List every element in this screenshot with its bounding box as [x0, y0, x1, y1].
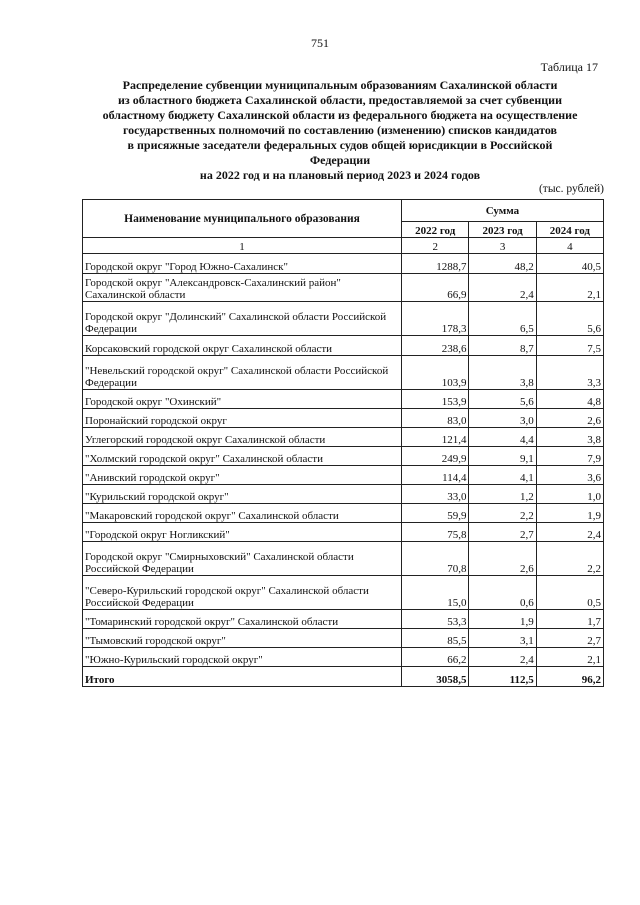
municipality-name: "Тымовский городской округ" [83, 629, 402, 648]
total-row [83, 667, 604, 687]
value-2022: 83,0 [401, 409, 469, 428]
municipality-name: "Южно-Курильский городской округ" [83, 648, 402, 667]
value-2022: 153,9 [401, 390, 469, 409]
document-title [80, 78, 600, 183]
value-2024: 3,6 [536, 466, 603, 485]
value-2023: 48,2 [469, 254, 536, 274]
value-2023: 3,1 [469, 629, 536, 648]
value-2023: 4,1 [469, 466, 536, 485]
table-row [83, 610, 604, 629]
value-2024: 3,3 [536, 356, 603, 390]
value-2022: 53,3 [401, 610, 469, 629]
total-label: Итого [83, 667, 402, 687]
total-2024: 96,2 [536, 667, 603, 687]
value-2023: 0,6 [469, 576, 536, 610]
value-2022: 70,8 [401, 542, 469, 576]
value-2023: 1,2 [469, 485, 536, 504]
value-2024: 7,9 [536, 447, 603, 466]
municipality-name: "Холмский городской округ" Сахалинской области [83, 447, 402, 466]
table-row [83, 274, 604, 302]
value-2022: 249,9 [401, 447, 469, 466]
value-2024: 40,5 [536, 254, 603, 274]
value-2022: 15,0 [401, 576, 469, 610]
value-2024: 1,0 [536, 485, 603, 504]
title-line: государственных полномочий по составлению (изменению) списков кандидатов [122, 123, 557, 137]
municipality-name: Городской округ "Долинский" Сахалинской области Российской Федерации [83, 302, 402, 336]
table-row [83, 409, 604, 428]
value-2023: 9,1 [469, 447, 536, 466]
value-2024: 3,8 [536, 428, 603, 447]
municipality-name: Городской округ "Смирныховский" Сахалинской области Российской Федерации [83, 542, 402, 576]
municipality-name: "Анивский городской округ" [83, 466, 402, 485]
table-row [83, 428, 604, 447]
value-2022: 103,9 [401, 356, 469, 390]
value-2024: 2,4 [536, 523, 603, 542]
value-2024: 2,2 [536, 542, 603, 576]
value-2023: 2,7 [469, 523, 536, 542]
value-2023: 2,2 [469, 504, 536, 523]
value-2024: 4,8 [536, 390, 603, 409]
municipality-name: Городской округ "Александровск-Сахалинский район" Сахалинской области [83, 274, 402, 302]
total-2022: 3058,5 [401, 667, 469, 687]
value-2023: 2,4 [469, 648, 536, 667]
table-row [83, 447, 604, 466]
value-2024: 7,5 [536, 336, 603, 356]
table-row [83, 576, 604, 610]
value-2024: 2,1 [536, 648, 603, 667]
municipality-name: Городской округ "Город Южно-Сахалинск" [83, 254, 402, 274]
value-2022: 33,0 [401, 485, 469, 504]
municipality-name: Углегорский городской округ Сахалинской области [83, 428, 402, 447]
title-line: Федерации [309, 153, 371, 167]
value-2024: 2,7 [536, 629, 603, 648]
value-2022: 178,3 [401, 302, 469, 336]
value-2022: 66,2 [401, 648, 469, 667]
column-number: 3 [469, 238, 536, 254]
title-line: Распределение субвенции муниципальным образованиям Сахалинской области [122, 78, 558, 92]
value-2022: 59,9 [401, 504, 469, 523]
table-row [83, 466, 604, 485]
table-row [83, 542, 604, 576]
units-label: (тыс. рублей) [538, 183, 604, 195]
table-row [83, 629, 604, 648]
table-row [83, 254, 604, 274]
value-2023: 2,6 [469, 542, 536, 576]
title-line: из областного бюджета Сахалинской области, предоставляемой за счет субвенции [117, 93, 563, 107]
municipality-name: "Городской округ Ногликский" [83, 523, 402, 542]
value-2022: 238,6 [401, 336, 469, 356]
value-2023: 3,8 [469, 356, 536, 390]
column-number: 1 [83, 238, 402, 254]
value-2023: 1,9 [469, 610, 536, 629]
value-2024: 2,1 [536, 274, 603, 302]
page-number: 751 [311, 36, 329, 50]
subvention-table [82, 199, 604, 687]
table-row [83, 485, 604, 504]
table-row [83, 336, 604, 356]
column-number: 4 [536, 238, 603, 254]
title-line: областному бюджету Сахалинской области из федерального бюджета на осуществление [102, 108, 578, 122]
header-year-2023: 2023 год [469, 222, 536, 238]
value-2023: 4,4 [469, 428, 536, 447]
municipality-name: Городской округ "Охинский" [83, 390, 402, 409]
value-2023: 6,5 [469, 302, 536, 336]
municipality-name: Поронайский городской округ [83, 409, 402, 428]
table-row [83, 504, 604, 523]
value-2023: 5,6 [469, 390, 536, 409]
title-line: на 2022 год и на плановый период 2023 и 2024 годов [199, 168, 481, 182]
value-2022: 1288,7 [401, 254, 469, 274]
header-name-column: Наименование муниципального образования [83, 200, 402, 238]
value-2024: 5,6 [536, 302, 603, 336]
value-2024: 2,6 [536, 409, 603, 428]
table-row [83, 648, 604, 667]
header-year-2024: 2024 год [536, 222, 603, 238]
table-row [83, 390, 604, 409]
municipality-name: "Курильский городской округ" [83, 485, 402, 504]
municipality-name: "Невельский городской округ" Сахалинской области Российской Федерации [83, 356, 402, 390]
municipality-name: "Томаринский городской округ" Сахалинской области [83, 610, 402, 629]
municipality-name: "Макаровский городской округ" Сахалинской области [83, 504, 402, 523]
value-2024: 1,9 [536, 504, 603, 523]
title-line: в присяжные заседатели федеральных судов общей юрисдикции в Российской [127, 138, 553, 152]
value-2022: 114,4 [401, 466, 469, 485]
value-2022: 75,8 [401, 523, 469, 542]
column-number: 2 [401, 238, 469, 254]
municipality-name: Корсаковский городской округ Сахалинской области [83, 336, 402, 356]
header-year-2022: 2022 год [401, 222, 469, 238]
table-row [83, 356, 604, 390]
value-2023: 8,7 [469, 336, 536, 356]
value-2022: 121,4 [401, 428, 469, 447]
value-2022: 85,5 [401, 629, 469, 648]
header-sum-group: Сумма [401, 200, 603, 222]
table-row [83, 523, 604, 542]
value-2023: 2,4 [469, 274, 536, 302]
total-2023: 112,5 [469, 667, 536, 687]
table-number: Таблица 17 [540, 60, 598, 74]
value-2024: 0,5 [536, 576, 603, 610]
value-2024: 1,7 [536, 610, 603, 629]
value-2023: 3,0 [469, 409, 536, 428]
municipality-name: "Северо-Курильский городской округ" Сахалинской области Российской Федерации [83, 576, 402, 610]
table-row [83, 302, 604, 336]
value-2022: 66,9 [401, 274, 469, 302]
